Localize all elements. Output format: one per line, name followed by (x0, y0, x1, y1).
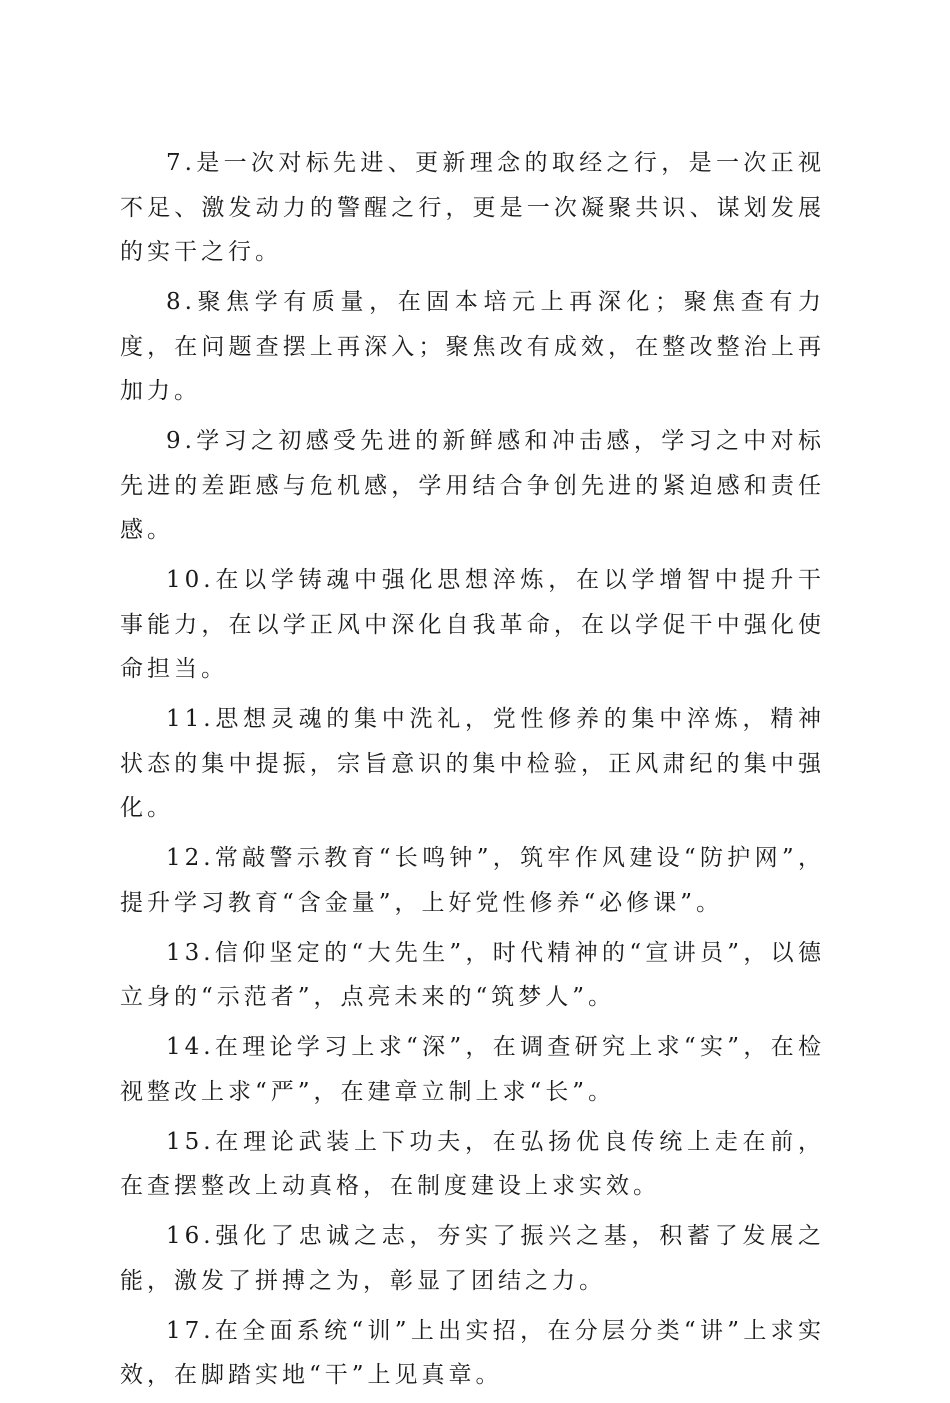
paragraph-11: 11.思想灵魂的集中洗礼，党性修养的集中淬炼，精神状态的集中提振，宗旨意识的集中检验，正风肃纪的集中强化。 (120, 706, 825, 821)
paragraph-15: 15.在理论武装上下功夫，在弘扬优良传统上走在前，在查摆整改上动真格，在制度建设上求实效。 (120, 1128, 825, 1199)
paragraph-10: 10.在以学铸魂中强化思想淬炼，在以学增智中提升干事能力，在以学正风中深化自我革命，在以学促干中强化使命担当。 (120, 567, 825, 682)
paragraph-14: 14.在理论学习上求“深”，在调查研究上求“实”，在检视整改上求“严”，在建章立制上求“长”。 (120, 1034, 825, 1105)
paragraph-7: 7.是一次对标先进、更新理念的取经之行，是一次正视不足、激发动力的警醒之行，更是一次凝聚共识、谋划发展的实干之行。 (120, 150, 825, 265)
paragraph-16: 16.强化了忠诚之志，夯实了振兴之基，积蓄了发展之能，激发了拼搏之为，彰显了团结之力。 (120, 1223, 825, 1294)
paragraph-12: 12.常敲警示教育“长鸣钟”，筑牢作风建设“防护网”，提升学习教育“含金量”，上好党性修养“必修课”。 (120, 845, 825, 916)
paragraph-9: 9.学习之初感受先进的新鲜感和冲击感，学习之中对标先进的差距感与危机感，学用结合争创先进的紧迫感和责任感。 (120, 428, 825, 543)
paragraph-8: 8.聚焦学有质量，在固本培元上再深化；聚焦查有力度，在问题查摆上再深入；聚焦改有成效，在整改整治上再加力。 (120, 289, 825, 404)
document-body (120, 141, 825, 1403)
paragraph-17: 17.在全面系统“训”上出实招，在分层分类“讲”上求实效，在脚踏实地“干”上见真章。 (120, 1317, 825, 1388)
paragraph-13: 13.信仰坚定的“大先生”，时代精神的“宣讲员”，以德立身的“示范者”，点亮未来的“筑梦人”。 (120, 939, 825, 1010)
